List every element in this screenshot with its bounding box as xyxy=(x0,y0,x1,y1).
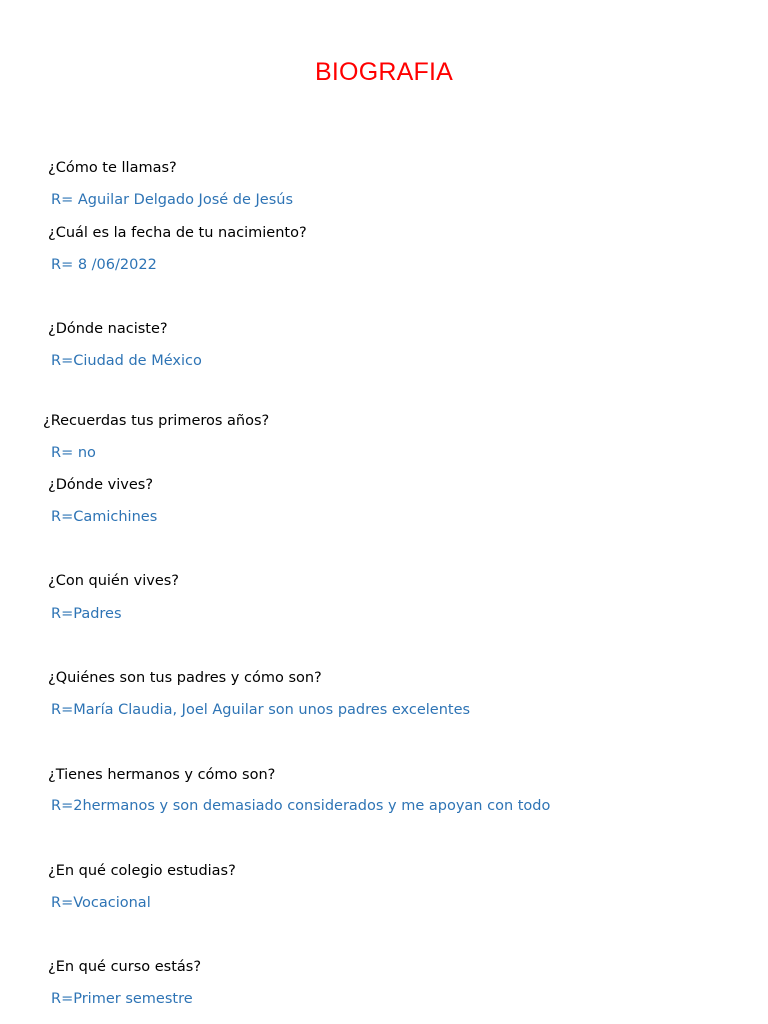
document-title: BIOGRAFIA xyxy=(315,58,453,86)
answer-grade: R=Primer semestre xyxy=(51,991,193,1007)
answer-school: R=Vocacional xyxy=(51,895,151,911)
question-name: ¿Cómo te llamas? xyxy=(48,160,177,176)
question-residence: ¿Dónde vives? xyxy=(48,477,154,493)
answer-early-years: R= no xyxy=(51,445,96,461)
answer-birthdate: R= 8 /06/2022 xyxy=(51,257,157,273)
answer-name: R= Aguilar Delgado José de Jesús xyxy=(51,192,294,208)
answer-parents: R=María Claudia, Joel Aguilar son unos padres excelentes xyxy=(51,702,471,718)
question-parents: ¿Quiénes son tus padres y cómo son? xyxy=(48,670,322,686)
question-birthplace: ¿Dónde naciste? xyxy=(48,321,168,337)
question-siblings: ¿Tienes hermanos y cómo son? xyxy=(48,767,276,783)
answer-siblings: R=2hermanos y son demasiado considerados y me apoyan con todo xyxy=(51,798,551,814)
question-early-years: ¿Recuerdas tus primeros años? xyxy=(43,413,270,429)
question-grade: ¿En qué curso estás? xyxy=(48,959,202,975)
answer-residence: R=Camichines xyxy=(51,509,158,525)
question-birthdate: ¿Cuál es la fecha de tu nacimiento? xyxy=(48,225,307,241)
question-school: ¿En qué colegio estudias? xyxy=(48,863,236,879)
answer-lives-with: R=Padres xyxy=(51,606,122,622)
answer-birthplace: R=Ciudad de México xyxy=(51,353,202,369)
question-lives-with: ¿Con quién vives? xyxy=(48,573,179,589)
